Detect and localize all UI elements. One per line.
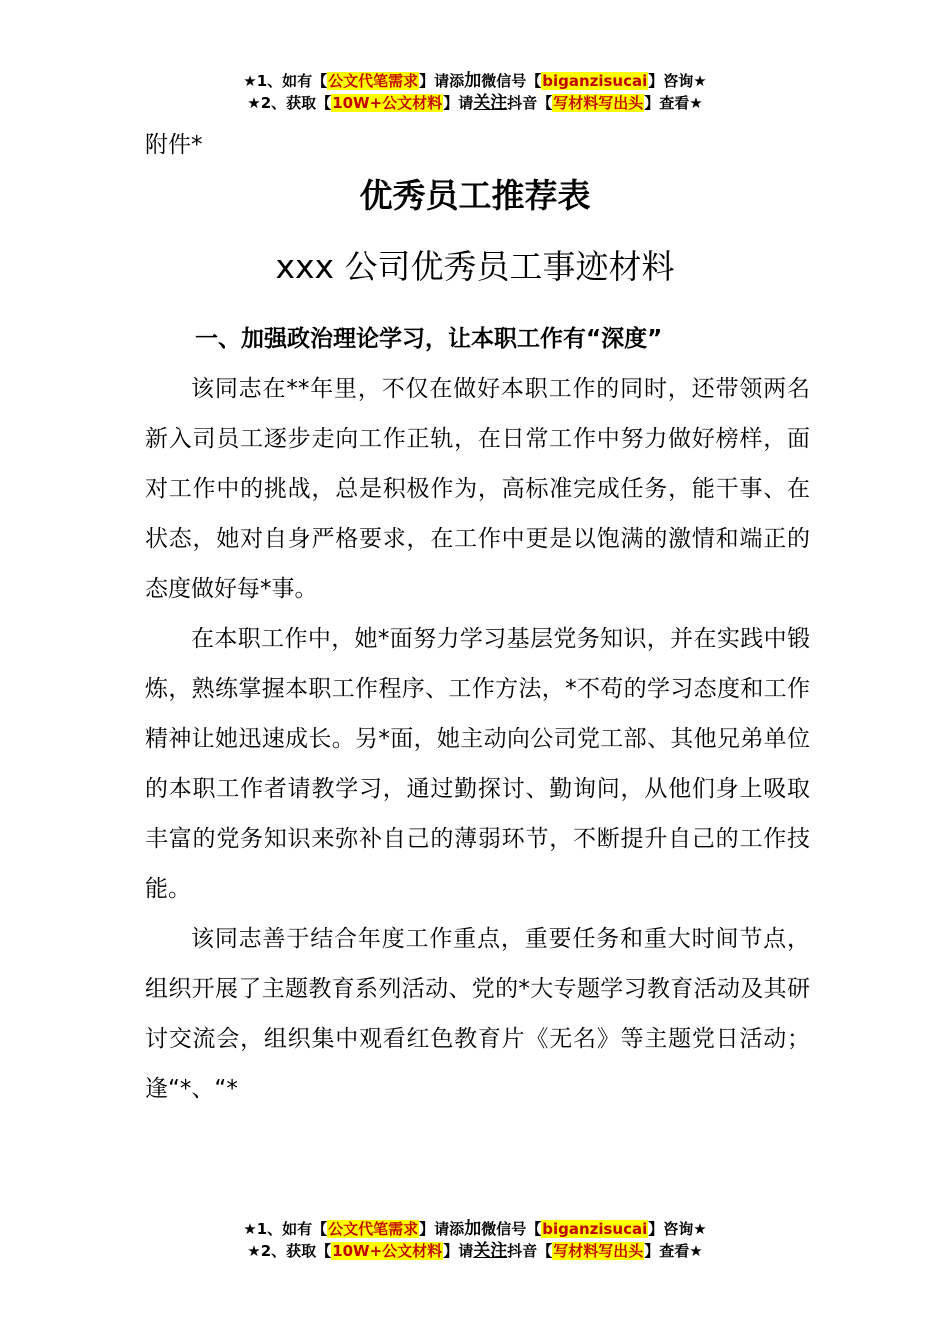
highlight-materials: 10W+公文材料 bbox=[332, 1242, 443, 1260]
banner-line-2 bbox=[0, 1240, 950, 1262]
banner-line-1 bbox=[0, 70, 950, 92]
document-title: 优秀员工推荐表 bbox=[359, 176, 591, 215]
banner-emphasis: 加 bbox=[464, 71, 482, 91]
bottom-promo-banner bbox=[0, 1218, 950, 1262]
document-body bbox=[145, 364, 810, 1114]
banner-text: ★2、获取【 bbox=[247, 94, 332, 112]
paragraph: 在本职工作中，她*面努力学习基层党务知识，并在实践中锻炼，熟练掌握本职工作程序、工作方法，*不苟的学习态度和工作精神让她迅速成长。另*面，她主动向公司党工部、其他兄弟单位的本职工作者请教学习，通过勤探讨、勤询问，从他们身上吸取丰富的党务知识来弥补自己的薄弱环节，不断提升自己的工作技能。 bbox=[145, 626, 810, 902]
banner-text: 】查看★ bbox=[644, 1242, 703, 1260]
banner-line-1 bbox=[0, 1218, 950, 1240]
banner-text: 】请 bbox=[443, 94, 474, 112]
document-subtitle: xxx 公司优秀员工事迹材料 bbox=[275, 247, 675, 286]
banner-emphasis: 加 bbox=[464, 1219, 482, 1239]
highlight-materials: 10W+公文材料 bbox=[332, 94, 443, 112]
banner-emphasis: 关注 bbox=[473, 1241, 508, 1261]
banner-line-2 bbox=[0, 92, 950, 114]
highlight-wechat-id: biganzisucai bbox=[542, 72, 648, 90]
banner-text: 】咨询★ bbox=[648, 72, 707, 90]
banner-text: 】请添 bbox=[419, 72, 465, 90]
highlight-service: 公文代笔需求 bbox=[328, 72, 419, 90]
banner-text: ★2、获取【 bbox=[247, 1242, 332, 1260]
attachment-label: 附件* bbox=[145, 132, 203, 158]
section-heading: 一、加强政治理论学习，让本职工作有“深度” bbox=[195, 326, 663, 352]
highlight-douyin-account: 写材料写出头 bbox=[553, 1242, 644, 1260]
banner-text: ★1、如有【 bbox=[243, 1220, 328, 1238]
banner-text: 】咨询★ bbox=[648, 1220, 707, 1238]
banner-text: 微信号【 bbox=[481, 1220, 542, 1238]
banner-text: 】请添 bbox=[419, 1220, 465, 1238]
top-promo-banner bbox=[0, 70, 950, 114]
paragraph: 该同志善于结合年度工作重点，重要任务和重大时间节点，组织开展了主题教育系列活动、党的*大专题学习教育活动及其研讨交流会，组织集中观看红色教育片《无名》等主题党日活动；逢“*、“* bbox=[145, 926, 810, 1102]
banner-text: ★1、如有【 bbox=[243, 72, 328, 90]
banner-text: 抖音【 bbox=[507, 94, 553, 112]
banner-text: 抖音【 bbox=[507, 1242, 553, 1260]
highlight-wechat-id: biganzisucai bbox=[542, 1220, 648, 1238]
banner-text: 】请 bbox=[443, 1242, 474, 1260]
banner-emphasis: 关注 bbox=[473, 93, 508, 113]
paragraph: 该同志在**年里，不仅在做好本职工作的同时，还带领两名新入司员工逐步走向工作正轨，在日常工作中努力做好榜样，面对工作中的挑战，总是积极作为，高标准完成任务，能干事、在状态，她对自身严格要求，在工作中更是以饱满的激情和端正的态度做好每*事。 bbox=[145, 376, 810, 602]
banner-text: 】查看★ bbox=[644, 94, 703, 112]
highlight-service: 公文代笔需求 bbox=[328, 1220, 419, 1238]
highlight-douyin-account: 写材料写出头 bbox=[553, 94, 644, 112]
banner-text: 微信号【 bbox=[481, 72, 542, 90]
